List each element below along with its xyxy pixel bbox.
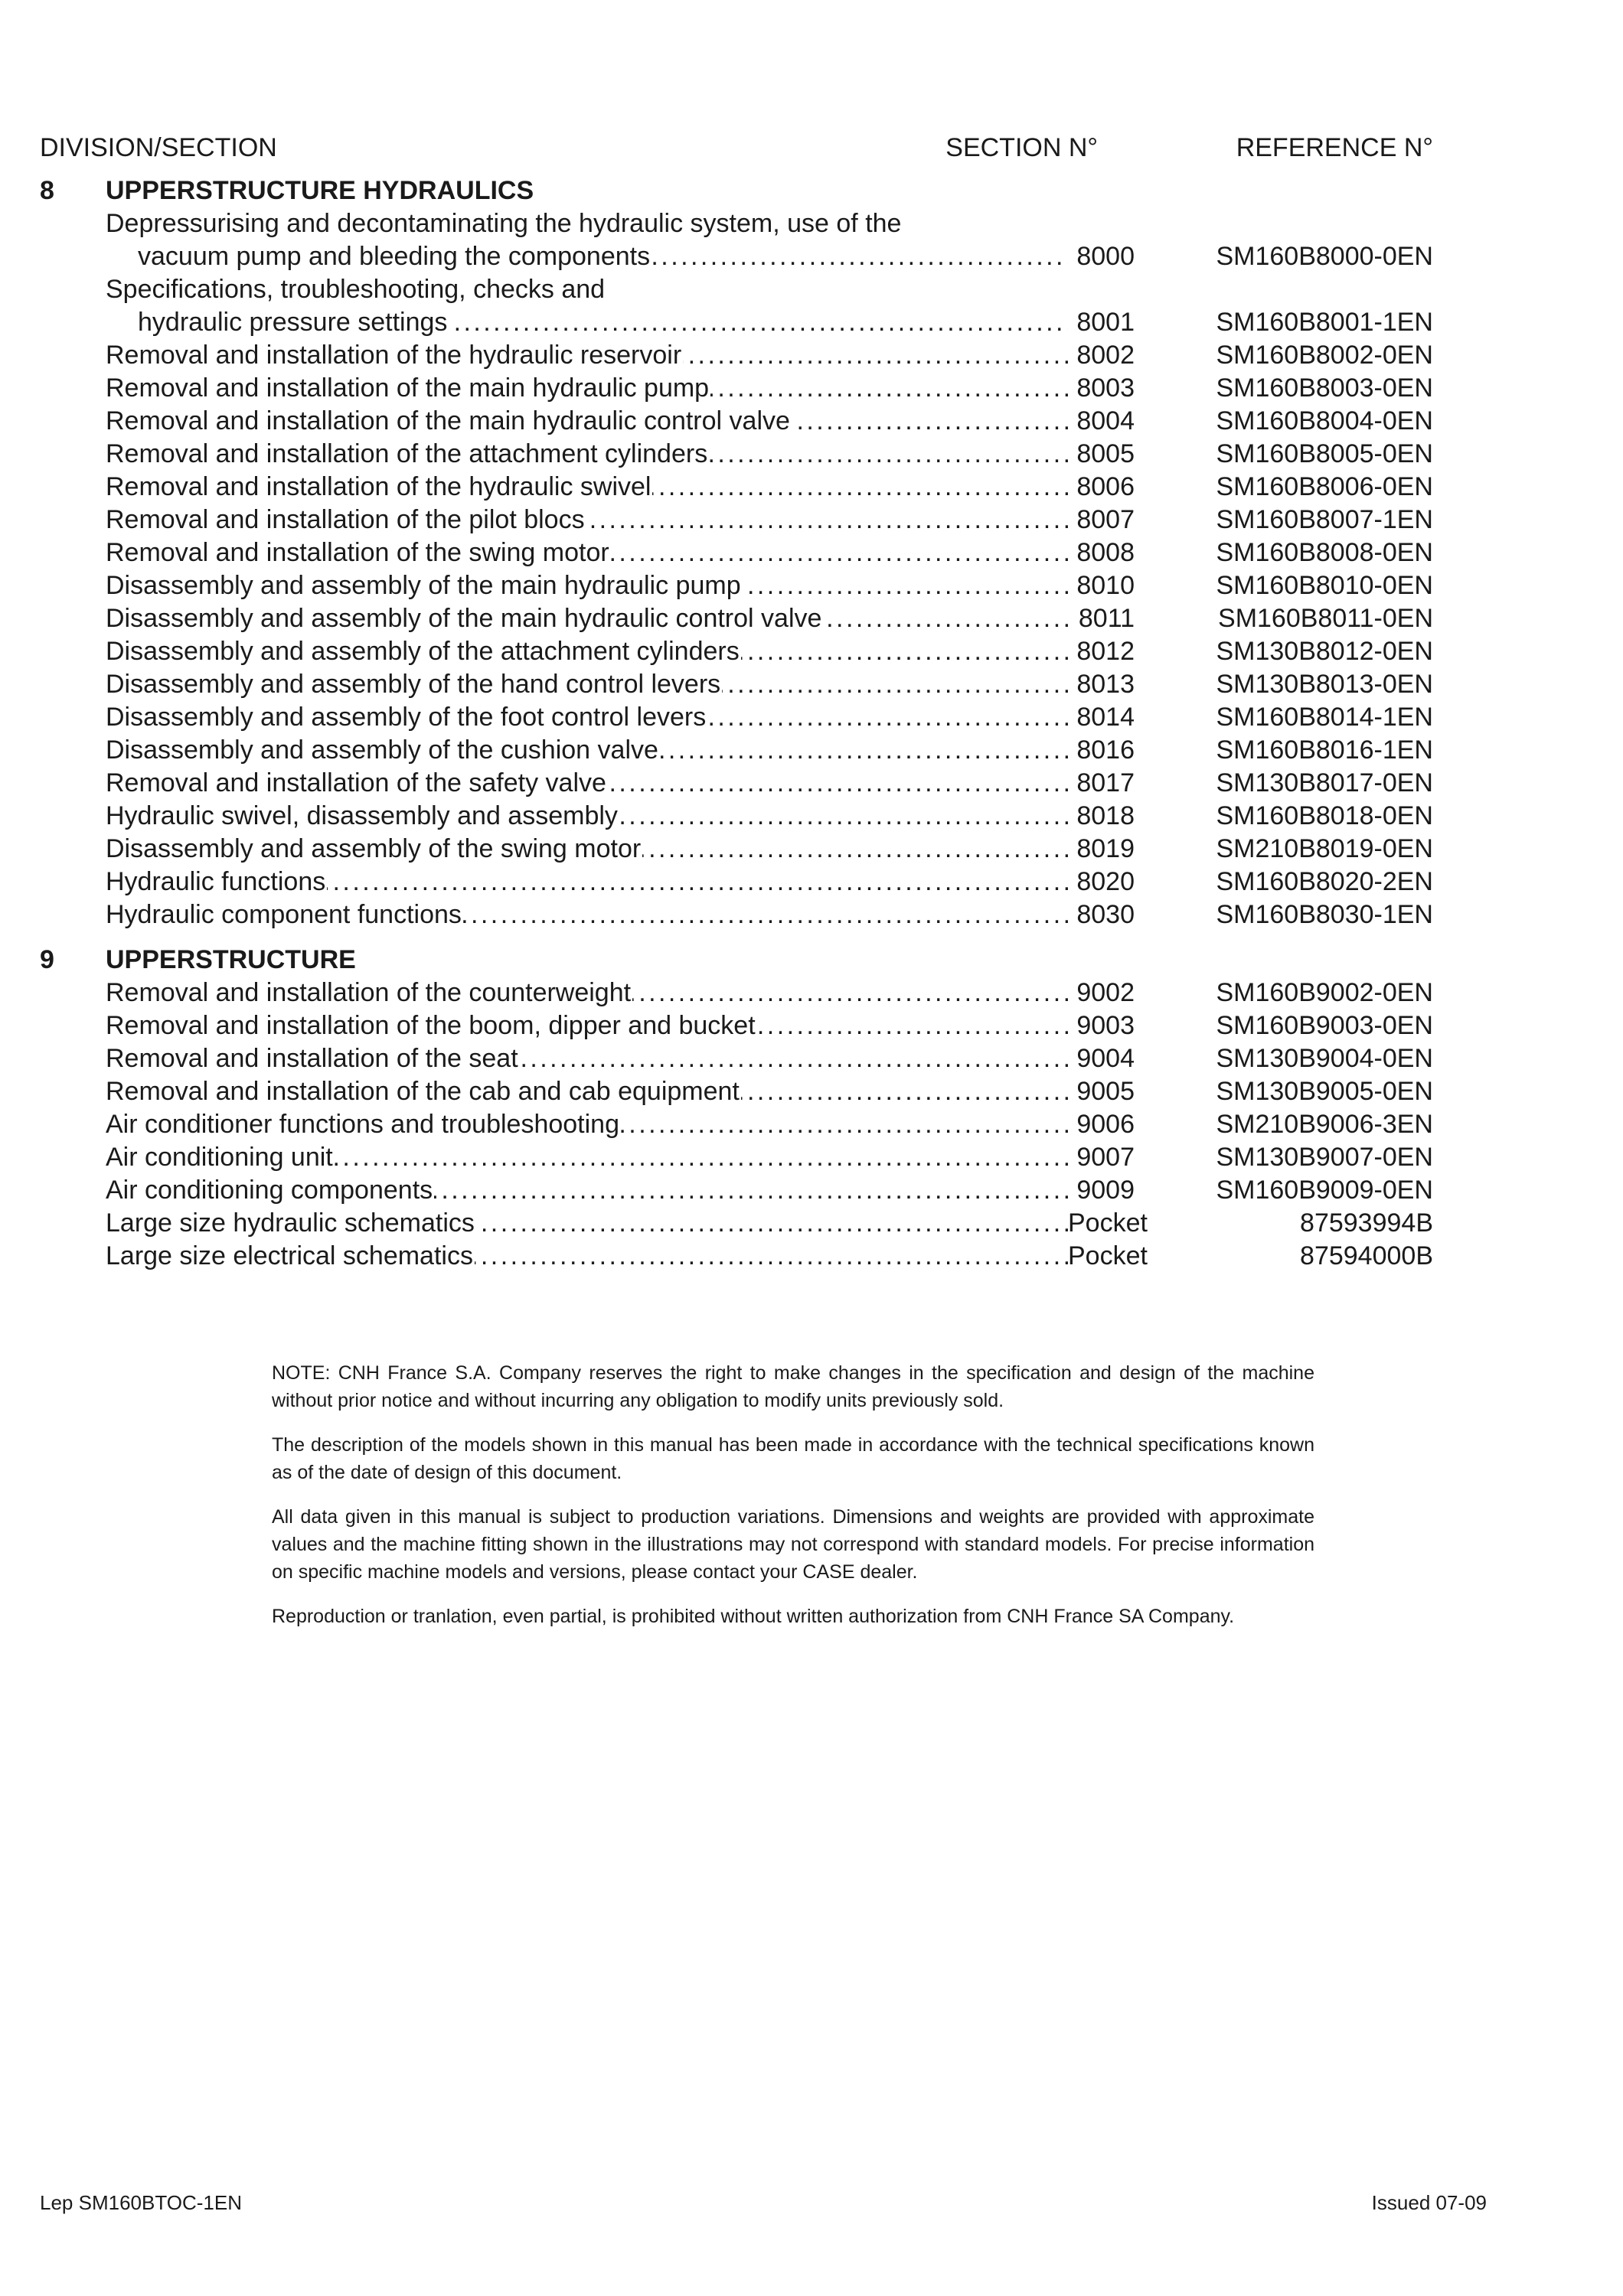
entry-reference-number: SM130B9007-0EN [1216,1143,1433,1172]
entry-reference-number: SM160B8030-1EN [1216,900,1433,929]
entry-title: Disassembly and assembly of the main hydraulic control valve [106,604,822,633]
toc-entry [40,569,1433,602]
entry-row [40,977,1433,1009]
entry-section-number: 8008 [1068,536,1135,569]
section-number-header: SECTION N° [945,133,1098,162]
entry-row [40,569,1433,602]
division-number: 9 [40,945,54,974]
toc-entry [40,372,1433,405]
entry-row [40,405,1433,438]
entry-reference-number: SM160B8006-0EN [1216,472,1433,501]
entry-section-number: 8011 [1068,602,1135,635]
division-title: UPPERSTRUCTURE HYDRAULICS [106,176,534,205]
entry-row [40,734,1433,767]
toc-entry [40,866,1433,899]
entry-title-leader [106,1174,1068,1207]
entry-title-leader [106,833,1068,866]
toc-entry [40,602,1433,635]
entry-section-number: 8004 [1068,405,1135,438]
entry-reference-number: SM160B9009-0EN [1216,1176,1433,1205]
entry-section-number: 9007 [1068,1141,1135,1174]
toc-entry [40,977,1433,1009]
entry-row [40,668,1433,701]
entry-row [40,306,1433,339]
entry-title-leader [106,471,1068,504]
entry-section-number: Pocket [1068,1240,1135,1273]
entry-section-number: 9006 [1068,1108,1135,1141]
entry-reference-number: SM130B9005-0EN [1216,1077,1433,1106]
entry-title-leader [138,306,1068,339]
division-heading [40,174,1433,207]
entry-title-leader [106,767,1068,800]
entry-row [40,1141,1433,1174]
entry-row [40,800,1433,833]
entry-row [40,1108,1433,1141]
entry-reference-number: SM160B8004-0EN [1216,406,1433,435]
entry-section-number: 9004 [1068,1042,1135,1075]
entry-reference-number: SM130B9004-0EN [1216,1044,1433,1073]
entry-row [40,635,1433,668]
entry-title: Removal and installation of the boom, dipper and bucket [106,1011,756,1040]
entry-title: Removal and installation of the counterweight [106,978,632,1007]
entry-section-number: 8002 [1068,339,1135,372]
entry-title: Disassembly and assembly of the hand control levers [106,670,721,699]
entry-title: Disassembly and assembly of the attachment cylinders [106,637,740,666]
entry-row [40,1207,1433,1240]
entry-reference-number: SM160B8003-0EN [1216,373,1433,403]
entry-reference-number: SM160B8016-1EN [1216,735,1433,765]
entry-section-number: 8018 [1068,800,1135,833]
entry-reference-number: SM160B8018-0EN [1216,801,1433,830]
entry-title-line1: Depressurising and decontaminating the hydraulic system, use of the [106,209,902,238]
entry-title: Removal and installation of the main hydraulic pump [106,373,710,403]
entry-row [40,536,1433,569]
entry-title: Air conditioner functions and troubleshooting [106,1110,619,1139]
entry-title: Hydraulic functions [106,867,326,896]
toc-entry [40,668,1433,701]
entry-title: Air conditioning unit [106,1143,333,1172]
division-number: 8 [40,176,54,205]
entry-title: Air conditioning components [106,1176,433,1205]
toc-entry [40,1075,1433,1108]
entry-title-leader [106,635,1068,668]
entry-row [40,438,1433,471]
entry-title: hydraulic pressure settings [138,308,448,337]
entry-section-number: 9009 [1068,1174,1135,1207]
entry-section-number: 8017 [1068,767,1135,800]
entry-title-leader [106,1240,1068,1273]
entry-section-number: 8010 [1068,569,1135,602]
entry-section-number: 8005 [1068,438,1135,471]
toc-entry [40,1042,1433,1075]
toc-entry [40,1207,1433,1240]
entry-title: vacuum pump and bleeding the components [138,242,651,271]
toc-entry [40,1108,1433,1141]
entry-reference-number: SM130B8012-0EN [1216,637,1433,666]
toc-entry [40,1174,1433,1207]
entry-title-leader [106,977,1068,1009]
entry-section-number: 8006 [1068,471,1135,504]
entry-title: Hydraulic swivel, disassembly and assembly [106,801,618,830]
entry-title: Disassembly and assembly of the cushion valve [106,735,658,765]
entry-section-number: 9005 [1068,1075,1135,1108]
entry-title-leader [106,405,1068,438]
entry-title: Removal and installation of the swing motor [106,538,609,567]
entry-title: Large size electrical schematics [106,1241,473,1270]
entry-title: Removal and installation of the main hydraulic control valve [106,406,790,435]
toc-entry [40,701,1433,734]
entry-title-leader [106,602,1068,635]
entry-title-leader [106,536,1068,569]
entry-section-number: 8013 [1068,668,1135,701]
entry-row [40,701,1433,734]
entry-title-leader [106,1207,1068,1240]
table-of-contents [40,174,1433,1285]
entry-title-leader [106,504,1068,536]
entry-title: Hydraulic component functions [106,900,462,929]
entry-title-leader [106,372,1068,405]
entry-title: Removal and installation of the hydraulic reservoir [106,341,682,370]
entry-title-leader [106,866,1068,899]
entry-section-number: 8030 [1068,899,1135,931]
entry-title: Removal and installation of the seat [106,1044,518,1073]
entry-section-number: 8016 [1068,734,1135,767]
toc-entry [40,471,1433,504]
entry-title-leader [106,438,1068,471]
entry-reference-number: SM160B8000-0EN [1216,242,1433,271]
entry-title: Removal and installation of the hydraulic swivel [106,472,651,501]
entry-title-leader [106,800,1068,833]
entry-row [40,602,1433,635]
entry-row [40,372,1433,405]
toc-entry [40,734,1433,767]
entry-row [40,504,1433,536]
entry-section-number: 8020 [1068,866,1135,899]
entry-row [40,899,1433,931]
toc-entry [40,273,1433,339]
note-paragraph: The description of the models shown in this manual has been made in accordance with the technical specifications known as of the date of design of this document. [272,1434,1314,1483]
entry-row [40,240,1433,273]
entry-reference-number: SM130B8017-0EN [1216,768,1433,797]
entry-reference-number: SM160B8001-1EN [1216,308,1433,337]
entry-title-leader [106,1009,1068,1042]
entry-reference-number: SM160B8011-0EN [1218,604,1433,633]
entry-title-leader [106,701,1068,734]
entry-reference-number: SM160B9002-0EN [1216,978,1433,1007]
entry-section-number: 9003 [1068,1009,1135,1042]
entry-title: Removal and installation of the pilot blocs [106,505,585,534]
toc-entry [40,504,1433,536]
reference-number-header: REFERENCE N° [1236,133,1433,162]
entry-reference-number: SM160B8014-1EN [1216,703,1433,732]
entry-title: Disassembly and assembly of the swing motor [106,834,642,863]
entry-title: Disassembly and assembly of the main hydraulic pump [106,571,741,600]
notes-block [272,1359,1314,1647]
entry-title-line1: Specifications, troubleshooting, checks and [106,275,606,304]
division-8 [40,174,1433,931]
division-title: UPPERSTRUCTURE [106,945,356,974]
entry-reference-number: 87594000B [1300,1241,1433,1270]
entry-row [40,471,1433,504]
entry-title-leader [106,899,1068,931]
entry-title-leader [106,1075,1068,1108]
entry-reference-number: SM160B8010-0EN [1216,571,1433,600]
entry-reference-number: SM160B8020-2EN [1216,867,1433,896]
entry-reference-number: SM210B9006-3EN [1216,1110,1433,1139]
toc-entry [40,536,1433,569]
division-heading [40,944,1433,977]
entry-title-leader [106,1141,1068,1174]
entry-section-number: 8007 [1068,504,1135,536]
entry-section-number: 9002 [1068,977,1135,1009]
entry-row [40,339,1433,372]
entry-row [40,866,1433,899]
entry-reference-number: SM160B9003-0EN [1216,1011,1433,1040]
entry-title: Disassembly and assembly of the foot control levers [106,703,707,732]
entry-reference-number: SM160B8007-1EN [1216,505,1433,534]
toc-entry [40,339,1433,372]
entry-section-number: 8003 [1068,372,1135,405]
toc-entry [40,833,1433,866]
note-paragraph: Reproduction or tranlation, even partial, is prohibited without written authorization from CNH France SA Company. [272,1606,1235,1627]
entry-title-leader [106,1042,1068,1075]
entry-title-leader [106,569,1068,602]
entry-reference-number: 87593994B [1300,1208,1433,1238]
document-reference: Lep SM160BTOC-1EN [40,2191,242,2214]
page-footer [40,2189,1487,2216]
entry-reference-number: SM130B8013-0EN [1216,670,1433,699]
column-headers [40,129,1433,167]
toc-entry [40,635,1433,668]
toc-entry [40,1240,1433,1273]
entry-title-leader [106,1108,1068,1141]
entry-row [40,1042,1433,1075]
entry-title-leader [138,240,1068,273]
entry-section-number: 8001 [1068,306,1135,339]
entry-section-number: Pocket [1068,1207,1135,1240]
entry-section-number: 8012 [1068,635,1135,668]
toc-entry [40,207,1433,273]
entry-reference-number: SM160B8002-0EN [1216,341,1433,370]
entry-title-leader [106,668,1068,701]
entry-section-number: 8014 [1068,701,1135,734]
note-paragraph: All data given in this manual is subject to production variations. Dimensions and weights are provided with approximate values and the machine fitting shown in the illustrations may not correspond with standard models. For precise information on specific machine models and versions, please contact your CASE dealer. [272,1506,1314,1583]
entry-reference-number: SM160B8008-0EN [1216,538,1433,567]
toc-entry [40,767,1433,800]
entry-reference-number: SM210B8019-0EN [1216,834,1433,863]
entry-row [40,1174,1433,1207]
toc-entry [40,1141,1433,1174]
entry-reference-number: SM160B8005-0EN [1216,439,1433,468]
entry-title: Removal and installation of the attachment cylinders [106,439,708,468]
toc-entry [40,899,1433,931]
entry-title-leader [106,339,1068,372]
toc-entry [40,405,1433,438]
entry-section-number: 8019 [1068,833,1135,866]
entry-row [40,1240,1433,1273]
entry-row [40,1075,1433,1108]
toc-entry [40,800,1433,833]
entry-title: Removal and installation of the cab and cab equipment [106,1077,740,1106]
toc-entry [40,1009,1433,1042]
entry-section-number: 8000 [1068,240,1135,273]
entry-title-leader [106,734,1068,767]
division-section-header: DIVISION/SECTION [40,133,277,162]
entry-row [40,1009,1433,1042]
toc-entry [40,438,1433,471]
issue-date: Issued 07-09 [1371,2191,1487,2214]
entry-row [40,767,1433,800]
note-paragraph: NOTE: CNH France S.A. Company reserves the right to make changes in the specification and design of the machine without prior notice and without incurring any obligation to modify units previously sold. [272,1362,1314,1411]
entry-title: Removal and installation of the safety valve [106,768,606,797]
entry-title: Large size hydraulic schematics [106,1208,475,1238]
division-9 [40,944,1433,1273]
entry-row [40,833,1433,866]
